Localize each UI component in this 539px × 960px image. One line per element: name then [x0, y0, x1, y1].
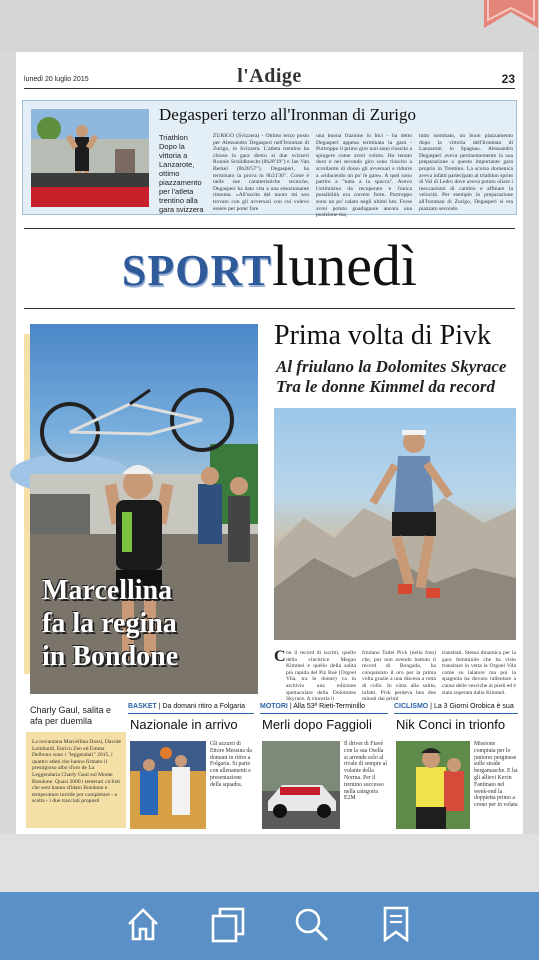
search-icon: [291, 904, 331, 949]
section-motori-category: MOTORI: [260, 703, 288, 710]
marcellina-caption: [42, 574, 178, 673]
top-story-column-3: tutto sommato, un buon piazzamento dopo la vittoria dell'Ironman di Lanzarote, in Spagna». Alessandro Degasperi aveva pertinentemente la sua preparazione a questo importante gara proprio in Trentino. La scorsa domenica aveva infatti partecipato al triathlon sprint di Val di Ledro dove aveva potuto oliare i meccanismi di cambio e affinare la velocità. Per esempio in preparazione all'Ironman di Zurigo, Degasperi si era piazzato secondo.: [419, 133, 513, 212]
sport-masthead: [16, 232, 523, 302]
caption-line-2: fa la regina: [42, 608, 177, 639]
header-divider: [24, 88, 515, 89]
side-story-body: La novantana Marcellina Dossi, Davide Lombardi, Enrico Zen ed Emma Delbono sono i "leggendari" 2015, i quattro atleti che hanno firmato il prestigioso albo d'oro de La Leggendaria Charly Gaul sul Monte Bondone. Quasi 2000 i temerari ciclisti che sent hanno sfidato Bondone e temperature torride per completare - a scelta - i due tracciati proposti: [32, 739, 122, 805]
section-motori-bar: [260, 713, 388, 714]
issue-date: lunedì 20 luglio 2015: [24, 76, 89, 83]
section-basket-category: BASKET: [128, 703, 157, 710]
top-bar: [0, 0, 539, 52]
section-ciclismo-headline: Nik Conci in trionfo: [396, 717, 506, 732]
motori-photo: [262, 741, 340, 829]
newspaper-logo: l'Adige: [237, 65, 302, 87]
caption-line-3: in Bondone: [42, 641, 179, 672]
masthead-top-rule: [24, 228, 515, 229]
section-ciclismo[interactable]: [394, 703, 518, 833]
section-basket-headline: Nazionale in arrivo: [130, 717, 238, 732]
top-story-photo: [31, 109, 149, 207]
top-story-deck: Triathlon Dopo la vittoria a Lanzarote, ottimo piazzamento per l'atleta trentino alla gara svizzera: [159, 133, 204, 214]
section-ciclismo-text: Missione compiuta per lo juniores perginese sulle strade bergamasche. E ha gli allievi Kevin Fantinato nel week-end la doppietta primo a crono per in volata: [474, 741, 518, 809]
section-basket-subtitle: Da domani ritiro a Folgaria: [162, 703, 245, 710]
section-basket-label: BASKET | Da domani ritiro a Folgaria: [128, 703, 245, 710]
section-ciclismo-category: CICLISMO: [394, 703, 429, 710]
pivk-deck: [276, 357, 506, 397]
pivk-column-1: on il record di iscritti, quello della vincitrice Megan Kimmel e quello della salita più rapida del Piz Boè (Orgoel Vila, tra le donne) va in archivio una edizione spettacolare della Dolomites Skyrace. A vincerla il: [286, 650, 356, 703]
basket-photo: [130, 741, 206, 829]
section-ciclismo-subtitle: La 3 Giorni Orobica è sua: [433, 703, 514, 710]
masthead-sport: SPORT: [121, 246, 273, 295]
search-button[interactable]: [287, 902, 335, 950]
pivk-deck-line-2: Tra le donne Kimmel da record: [276, 377, 495, 396]
pages-button[interactable]: [204, 902, 252, 950]
home-button[interactable]: [119, 902, 167, 950]
section-basket-text: Gli azzurri di Ettore Messina da domani in ritiro a Folgaria. Si parte con allenamenti e presentazione della squadra.: [210, 741, 252, 788]
caption-line-1: Marcellina: [42, 575, 173, 606]
home-icon: [123, 904, 163, 949]
bottom-toolbar: [0, 892, 539, 960]
bookmark-ribbon-icon[interactable]: [484, 0, 538, 28]
page-number: 23: [501, 72, 515, 86]
section-ciclismo-label: CICLISMO | La 3 Giorni Orobica è sua: [394, 703, 514, 710]
pivk-dropcap: C: [274, 648, 286, 665]
pages-icon: [208, 904, 248, 949]
section-motori-text: Il driver di Fiavè con la sua Osella si arrende solo al rivale di sempre al volante della Norma. Per il trentino successo nella categoria E2M: [344, 741, 387, 802]
masthead-bottom-rule: [24, 308, 515, 309]
top-story-column-2: una buona frazione in bici - ha detto Degasperi appena terminata la gara - Purtroppo il primo giro non sono riuscito a spingere come avrei voluto. Ho tenuto duro e nel secondo giro sono riuscito a scrollarmi di dosso gli avversari e ridurre a «riducendo un po' le gare». A quel sono partito a "tutta a la spacca". Avevo l'ottimismo da recuperare e l'unica possibilità era correre forte. Purtroppo sono un po' calato negli ultimi km. Forse avrei potuto guadagnare ancora una posizione ma,: [316, 133, 412, 219]
ciclismo-photo: [396, 741, 470, 829]
page-gap: [0, 834, 539, 892]
marcellina-photo[interactable]: [30, 324, 258, 694]
section-motori-label: MOTORI | Alla 53ª Rieti-Terminillo: [260, 703, 366, 710]
newspaper-page[interactable]: [16, 52, 523, 834]
section-motori-subtitle: Alla 53ª Rieti-Terminillo: [293, 703, 366, 710]
bookmarks-icon: [376, 904, 416, 949]
section-motori-headline: Merli dopo Faggioli: [262, 717, 372, 732]
section-basket[interactable]: [128, 703, 254, 833]
section-motori[interactable]: [260, 703, 388, 833]
top-story-column-1: ZURIGO (Svizzera) - Ottimo terzo posto per Alessandro Degasperi nell'Ironman di Zurigo, in Svizzera. L'atleta trentino ha chiuso la gara dietro ai due svizzeri Ronnie Schildknecht (8h20'19") e Jan Van Berkel (8h28'57"). Degasperi, ha terminato la prova in 8h31'36". Come è nelle sue caratteristiche tecniche, Degasperi ha dato vita a una emozionante rimonta. «All'uscita del nuoto mi son trovato con gli avversari con cui volevo essere per poter fare: [213, 133, 309, 212]
bookmarks-button[interactable]: [372, 902, 420, 950]
section-basket-bar: [128, 713, 254, 714]
top-story[interactable]: [22, 100, 517, 219]
section-ciclismo-bar: [394, 713, 518, 714]
side-story-headline[interactable]: Charly Gaul, salita e afa per duemila: [30, 705, 112, 726]
masthead-lunedi: lunedì: [272, 233, 418, 298]
pivk-column-3: transitati. Stessa dinamica per la gara femminile che ha visto transitare in vetta la Orgoel Vila come su lalatore ma poi la spagnola ha dovuto rallentare a causa delle vesciche ai piedi ed è stata superata dalla Kimmel.: [442, 650, 516, 696]
top-story-headline: Degasperi terzo all'Ironman di Zurigo: [159, 105, 417, 124]
pivk-photo[interactable]: [274, 408, 516, 640]
pivk-deck-line-1: Al friulano la Dolomites Skyrace: [276, 357, 507, 376]
pivk-headline[interactable]: Prima volta di Pivk: [274, 320, 491, 351]
pivk-column-2: friulano Tadei Pivk (nella foto) che, pur non avendo battuto il record di Bongada, ha conquistato il oro per la prima volta grazie a una discesa a rotta di collo. In cima alla salita, infatti, Pivk perdeva ben due minuti dai primi: [362, 650, 436, 703]
